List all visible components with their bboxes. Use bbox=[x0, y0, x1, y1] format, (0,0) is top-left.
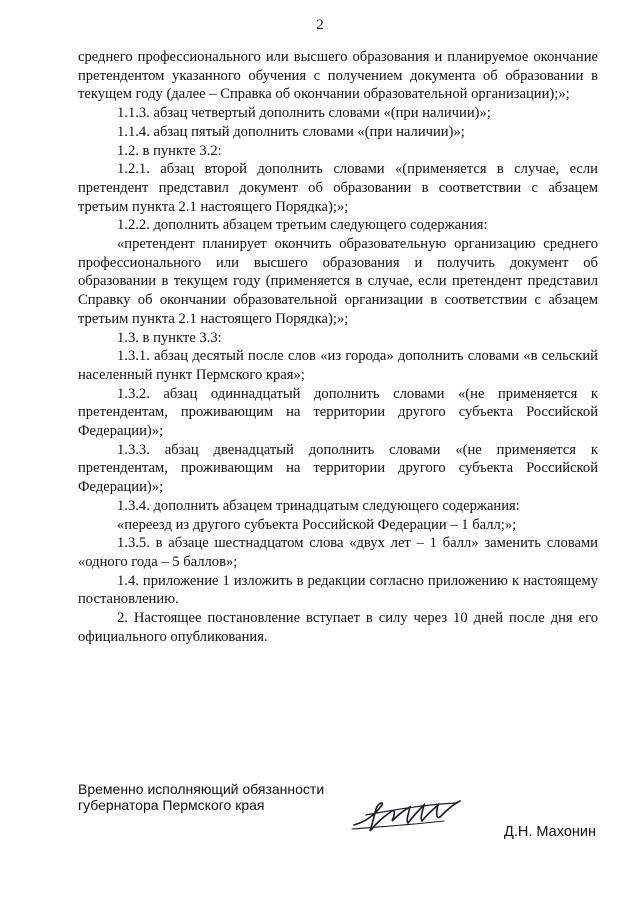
paragraph: 1.3.4. дополнить абзацем тринадцатым следующего содержания: bbox=[117, 497, 520, 514]
paragraph: 1.2.1. абзац второй дополнить словами «(применяется в случае, если претендент представил документ об образовании в соответствии с абзацем третьим пункта 2.1 настоящего Порядка);»; bbox=[78, 161, 598, 215]
signatory-title-line: губернатора Пермского края bbox=[78, 797, 265, 813]
signatory-name: Д.Н. Махонин bbox=[504, 824, 596, 840]
page-number: 2 bbox=[316, 17, 324, 33]
signatory-title-line: Временно исполняющий обязанности bbox=[78, 781, 325, 797]
paragraph: 1.1.4. абзац пятый дополнить словами «(при наличии)»; bbox=[117, 123, 465, 140]
paragraph: среднего профессионального или высшего образования и планируемое окончание претендентом указанного обучения с получением документа об образовании в текущем году (далее – Справка об окончании образовательной организации);»; bbox=[78, 49, 598, 103]
document-body bbox=[78, 48, 598, 647]
paragraph: «претендент планирует окончить образовательную организацию среднего профессионального или высшего образования и получить документ об образовании в текущем году (применяется в случае, если претендент представил Справку об окончании образовательной организации в соответствии с абзацем третьим пункта 2.1 настоящего Порядка);»; bbox=[78, 236, 598, 327]
paragraph: 2. Настоящее постановление вступает в силу через 10 дней после дня его официального опубликования. bbox=[78, 610, 598, 645]
paragraph: 1.1.3. абзац четвертый дополнить словами «(при наличии)»; bbox=[117, 105, 491, 122]
signature-block bbox=[78, 781, 598, 841]
signatory-title bbox=[78, 781, 324, 813]
paragraph: 1.3. в пункте 3.3: bbox=[117, 329, 222, 346]
paragraph: 1.3.3. абзац двенадцатый дополнить словами «(не применяется к претендентам, проживающим на территории другого субъекта Российской Федерации)»; bbox=[78, 441, 598, 496]
paragraph: 1.3.1. абзац десятый после слов «из города» дополнить словами «в сельский населенный пункт Пермского края»; bbox=[78, 348, 598, 383]
paragraph: 1.2.2. дополнить абзацем третьим следующего содержания: bbox=[117, 217, 488, 234]
paragraph: 1.4. приложение 1 изложить в редакции согласно приложению к настоящему постановлению. bbox=[78, 572, 598, 608]
paragraph: 1.3.2. абзац одиннадцатый дополнить словами «(не применяется к претендентам, проживающим на территории другого субъекта Российской Федерации)»; bbox=[78, 385, 598, 440]
handwritten-signature bbox=[348, 791, 468, 837]
paragraph: «переезд из другого субъекта Российской Федерации – 1 балл;»; bbox=[117, 516, 517, 533]
paragraph: 1.2. в пункте 3.2: bbox=[117, 142, 222, 159]
paragraph: 1.3.5. в абзаце шестнадцатом слова «двух лет – 1 балл» заменить словами «одного года – 5 баллов»; bbox=[78, 535, 598, 570]
